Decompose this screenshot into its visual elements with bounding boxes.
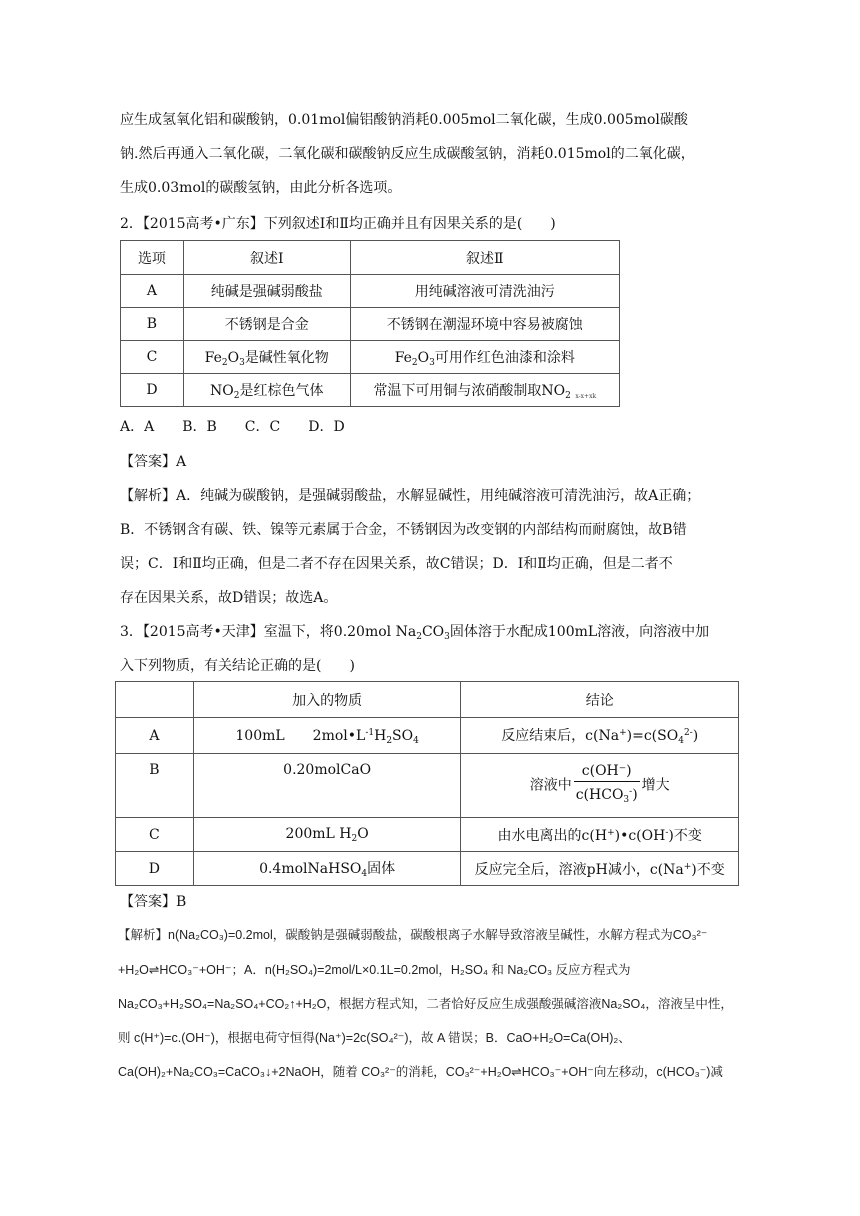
- q3-conclusion: 反应结束后，$c(Na^+)=c(SO_4^{2-})$: [461, 718, 739, 754]
- intro-line-2: 钠.然后再通入二氧化碳，二氧化碳和碳酸钠反应生成碳酸氢钠，消耗0.015mol的二氧化碳，: [120, 146, 695, 162]
- q2-stem: 2．【2015高考•广东】下列叙述Ⅰ和Ⅱ均正确并且有因果关系的是( ): [120, 216, 556, 232]
- intro-line-3: 生成0.03mol的碳酸氢钠，由此分析各选项。: [120, 180, 402, 196]
- q3-row-a: [116, 718, 739, 754]
- q3-option: D: [116, 852, 194, 886]
- q3-conclusion: 溶液中 $\frac{c(OH^-)}{c(HCO_3^-)}$ 增大: [461, 754, 739, 818]
- q2-option: A: [121, 275, 184, 308]
- fraction: $\frac{c(OH^-)}{c(HCO_3^-)}$: [575, 763, 638, 805]
- q3-stem-line-1: 3．【2015高考•天津】室温下，将0.20mol $Na_2CO_3$固体溶于水配成100mL溶液，向溶液中加: [120, 624, 710, 642]
- q3-row-b: [116, 754, 739, 818]
- q3-row-c: [116, 818, 739, 852]
- q3-table: [115, 681, 739, 886]
- q2-row-c: [121, 341, 620, 374]
- q3-stem-line-2: 入下列物质，有关结论正确的是( ): [120, 658, 355, 674]
- q2-statement-1: 不锈钢是合金: [183, 308, 350, 341]
- q3-substance: 0.4molNaHSO$_4$固体: [193, 852, 461, 886]
- q2-row-a: [121, 275, 620, 308]
- q2-statement-2: 不锈钢在潮湿环境中容易被腐蚀: [350, 308, 619, 341]
- intro-line-1: 应生成氢氧化铝和碳酸钠，0.01mol偏铝酸钠消耗0.005mol二氧化碳，生成0.005mol碳酸: [120, 112, 688, 128]
- q2-answer: 【答案】A: [120, 454, 187, 470]
- q2-option: D: [121, 374, 184, 407]
- q3-header-substance: 加入的物质: [193, 682, 461, 718]
- q2-table: [120, 240, 620, 407]
- q3-substance: 0.20molCaO: [193, 754, 461, 818]
- q2-statement-1: 纯碱是强碱弱酸盐: [183, 275, 350, 308]
- q3-header-option: [116, 682, 194, 718]
- q2-header-row: [121, 241, 620, 275]
- q3-answer: 【答案】B: [120, 894, 187, 910]
- q2-statement-2: 常温下可用铜与浓硝酸制取$NO_2$ $_{x-x+xk}$: [350, 374, 619, 407]
- q2-statement-1: $NO_2$是红棕色气体: [183, 374, 350, 407]
- q3-analysis-line-4: 则 c(H⁺)=c.(OH⁻)，根据电荷守恒得(Na⁺)=2c(SO₄²⁻)，故 A 错误；B．CaO+H₂O=Ca(OH)₂、: [118, 1031, 631, 1045]
- q3-analysis-line-1: 【解析】n(Na₂CO₃)=0.2mol，碳酸钠是强碱弱酸盐，碳酸根离子水解导致溶液呈碱性，水解方程式为CO₃²⁻: [118, 928, 708, 942]
- q2-row-b: [121, 308, 620, 341]
- q2-header-statement-1: 叙述Ⅰ: [183, 241, 350, 275]
- q2-row-d: [121, 374, 620, 407]
- q3-conclusion: 由水电离出的c(H+)•c(OH-)不变: [461, 818, 739, 852]
- q2-explanation-line-1: 【解析】A．纯碱为碳酸钠，是强碱弱酸盐，水解显碱性，用纯碱溶液可清洗油污，故A正确；: [120, 488, 701, 504]
- q2-statement-2: 用纯碱溶液可清洗油污: [350, 275, 619, 308]
- q2-choices: A．A B．B C．C D．D: [120, 419, 345, 435]
- q3-substance: 100mL $2mol•L^{-1}H_2SO_4$: [193, 718, 461, 754]
- q3-analysis-line-5: Ca(OH)₂+Na₂CO₃=CaCO₃↓+2NaOH，随着 CO₃²⁻的消耗，CO₃²⁻+H₂O⇌HCO₃⁻+OH⁻向左移动，c(HCO₃⁻)减: [118, 1065, 723, 1079]
- watermark-mark: x-x+xk: [575, 392, 597, 400]
- q2-header-statement-2: 叙述Ⅱ: [350, 241, 619, 275]
- q3-conclusion: 反应完全后，溶液pH减小，c(Na+)不变: [461, 852, 739, 886]
- q3-row-d: [116, 852, 739, 886]
- q3-header-row: [116, 682, 739, 718]
- q3-analysis-line-3: Na₂CO₃+H₂SO₄=Na₂SO₄+CO₂↑+H₂O，根据方程式知，二者恰好反应生成强酸强碱溶液Na₂SO₄，溶液呈中性，: [118, 997, 733, 1011]
- q3-substance: 200mL $H_2O$: [193, 818, 461, 852]
- q3-option: B: [116, 754, 194, 818]
- q2-header-option: 选项: [121, 241, 184, 275]
- q3-option: A: [116, 718, 194, 754]
- q2-option: C: [121, 341, 184, 374]
- q3-analysis-line-2: +H₂O⇌HCO₃⁻+OH⁻；A．n(H₂SO₄)=2mol/L×0.1L=0.2mol，H₂SO₄ 和 Na₂CO₃ 反应方程式为: [118, 963, 631, 977]
- q2-explanation-line-2: B．不锈钢含有碳、铁、镍等元素属于合金，不锈钢因为改变钢的内部结构而耐腐蚀，故B错: [120, 522, 687, 538]
- q2-statement-1: $Fe_2O_3$是碱性氧化物: [183, 341, 350, 374]
- q2-statement-2: $Fe_2O_3$可用作红色油漆和涂料: [350, 341, 619, 374]
- q2-explanation-line-4: 存在因果关系，故D错误；故选A。: [120, 590, 338, 606]
- q2-explanation-line-3: 误；C．Ⅰ和Ⅱ均正确，但是二者不存在因果关系，故C错误；D．Ⅰ和Ⅱ均正确，但是二者不: [120, 556, 673, 572]
- q2-option: B: [121, 308, 184, 341]
- q3-option: C: [116, 818, 194, 852]
- q3-header-conclusion: 结论: [461, 682, 739, 718]
